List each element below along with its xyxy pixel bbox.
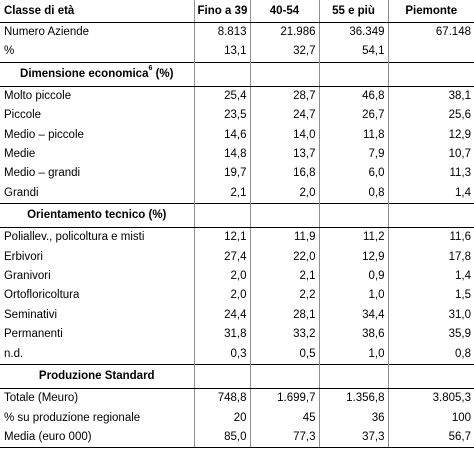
cell-value: 11,9 [250, 228, 319, 248]
cell-value: 0,8 [319, 184, 388, 204]
cell-value: 14,8 [194, 145, 250, 164]
section-title [0, 204, 194, 228]
cell-value: 6,0 [319, 164, 388, 183]
cell-value: 28,1 [250, 306, 319, 325]
cell-value: 7,9 [319, 145, 388, 164]
cell-value: 13,1 [194, 42, 250, 62]
table-row [0, 184, 474, 204]
section-blank-cell [250, 62, 319, 86]
table-row [0, 409, 474, 428]
cell-value: 38,6 [319, 325, 388, 344]
cell-value: 100 [388, 409, 474, 428]
cell-value: 1,0 [319, 345, 388, 365]
cell-value: 11,6 [388, 228, 474, 248]
section-title-suffix: (%) [152, 67, 174, 80]
row-label: Media (euro 000) [0, 428, 194, 448]
cell-value: 37,3 [319, 428, 388, 448]
row-label: % su produzione regionale [4, 411, 141, 424]
section-blank-cell [319, 204, 388, 228]
cell-value: 12,9 [319, 248, 388, 267]
cell-value: 0,8 [388, 345, 474, 365]
cell-value: 12,9 [388, 126, 474, 145]
row-label: % [4, 45, 15, 58]
section-title [0, 365, 194, 389]
cell-value: 26,7 [319, 106, 388, 125]
cell-value: 56,7 [388, 428, 474, 448]
table-row [0, 428, 474, 448]
cell-value: 36 [319, 409, 388, 428]
cell-value: 2,0 [194, 286, 250, 305]
table-row [0, 286, 474, 305]
row-label: Granivori [4, 270, 51, 283]
cell-value: 2,2 [250, 286, 319, 305]
section-title-text: Orientamento tecnico (%) [27, 209, 167, 222]
section-blank-cell [194, 204, 250, 228]
cell-value: 27,4 [194, 248, 250, 267]
row-label: Grandi [4, 186, 39, 199]
cell-value: 32,7 [250, 42, 319, 62]
section-blank-cell [388, 62, 474, 86]
section-blank-cell [388, 204, 474, 228]
table-row [0, 228, 474, 248]
cell-value: 25,6 [388, 106, 474, 125]
header-age-class: Classe di età [0, 0, 194, 23]
cell-value: 1.356,8 [319, 389, 388, 409]
row-label: Permanenti [4, 328, 63, 341]
section-blank-cell [194, 365, 250, 389]
row-label: Medio – grandi [4, 167, 81, 180]
cell-value: 23,5 [194, 106, 250, 125]
row-label: Totale (Meuro) [4, 392, 79, 405]
cell-value: 14,0 [250, 126, 319, 145]
section-header-row [0, 62, 474, 86]
table-row [0, 42, 474, 62]
cell-value [388, 42, 474, 62]
header-under-39: Fino a 39 [194, 0, 250, 23]
table-row [0, 325, 474, 344]
row-label: Erbivori [4, 250, 43, 263]
table-body [0, 23, 474, 448]
cell-value: 14,6 [194, 126, 250, 145]
section-header-row [0, 365, 474, 389]
table-row [0, 248, 474, 267]
cell-value: 38,1 [388, 86, 474, 106]
cell-value: 0,3 [194, 345, 250, 365]
cell-value: 8.813 [194, 23, 250, 43]
cell-value: 21.986 [250, 23, 319, 43]
table-row [0, 145, 474, 164]
cell-value: 2,0 [250, 184, 319, 204]
cell-value: 2,0 [194, 267, 250, 286]
table-row [0, 23, 474, 43]
cell-value: 0,9 [319, 267, 388, 286]
cell-value: 77,3 [250, 428, 319, 448]
cell-value: 54,1 [319, 42, 388, 62]
row-label: n.d. [4, 347, 24, 360]
table-row [0, 306, 474, 325]
cell-value: 22,0 [250, 248, 319, 267]
cell-value: 1,0 [319, 286, 388, 305]
cell-value: 17,8 [388, 248, 474, 267]
cell-value: 13,7 [250, 145, 319, 164]
header-55-plus: 55 e più [319, 0, 388, 23]
row-label: Medie [4, 148, 36, 161]
table-row [0, 86, 474, 106]
cell-value: 0,5 [250, 345, 319, 365]
cell-value: 46,8 [319, 86, 388, 106]
cell-value: 10,7 [388, 145, 474, 164]
cell-value: 2,1 [250, 267, 319, 286]
cell-value: 24,4 [194, 306, 250, 325]
cell-value: 24,7 [250, 106, 319, 125]
cell-value: 1,5 [388, 286, 474, 305]
section-blank-cell [319, 365, 388, 389]
cell-value: 3.805,3 [388, 389, 474, 409]
section-blank-cell [250, 365, 319, 389]
section-title [0, 62, 194, 86]
row-label: Piccole [4, 109, 42, 122]
cell-value: 31,8 [194, 325, 250, 344]
table-row [0, 126, 474, 145]
header-40-54: 40-54 [250, 0, 319, 23]
cell-value: 85,0 [194, 428, 250, 448]
row-label: Medio – piccole [4, 128, 84, 141]
cell-value: 1,4 [388, 267, 474, 286]
section-blank-cell [250, 204, 319, 228]
cell-value: 28,7 [250, 86, 319, 106]
section-header-row [0, 204, 474, 228]
cell-value: 16,8 [250, 164, 319, 183]
cell-value: 31,0 [388, 306, 474, 325]
row-label: Molto piccole [4, 89, 72, 102]
cell-value: 34,4 [319, 306, 388, 325]
cell-value: 35,9 [388, 325, 474, 344]
table-header-row [0, 0, 474, 23]
table-row [0, 389, 474, 409]
cell-value: 12,1 [194, 228, 250, 248]
cell-value: 20 [194, 409, 250, 428]
section-blank-cell [388, 365, 474, 389]
row-label: Numero Aziende [4, 26, 90, 38]
cell-value: 33,2 [250, 325, 319, 344]
cell-value: 11,2 [319, 228, 388, 248]
cell-value: 2,1 [194, 184, 250, 204]
row-label: Seminativi [4, 308, 58, 321]
cell-value: 11,8 [319, 126, 388, 145]
section-title-text: Produzione Standard [38, 370, 155, 383]
section-blank-cell [319, 62, 388, 86]
cell-value: 45 [250, 409, 319, 428]
row-label: Ortofloricoltura [4, 289, 80, 302]
cell-value: 36.349 [319, 23, 388, 43]
table-row [0, 106, 474, 125]
cell-value: 19,7 [194, 164, 250, 183]
section-blank-cell [194, 62, 250, 86]
cell-value: 25,4 [194, 86, 250, 106]
cell-value: 1,4 [388, 184, 474, 204]
cell-value: 1.699,7 [250, 389, 319, 409]
table-row [0, 345, 474, 365]
cell-value: 67.148 [388, 23, 474, 43]
table-row [0, 164, 474, 183]
section-title-text: Dimensione economica [20, 67, 149, 80]
table-row [0, 267, 474, 286]
cell-value: 11,3 [388, 164, 474, 183]
row-label: Poliallev., policoltura e misti [4, 231, 145, 244]
footnote-marker: 6 [148, 64, 153, 72]
header-piemonte: Piemonte [388, 0, 474, 23]
cell-value: 748,8 [194, 389, 250, 409]
